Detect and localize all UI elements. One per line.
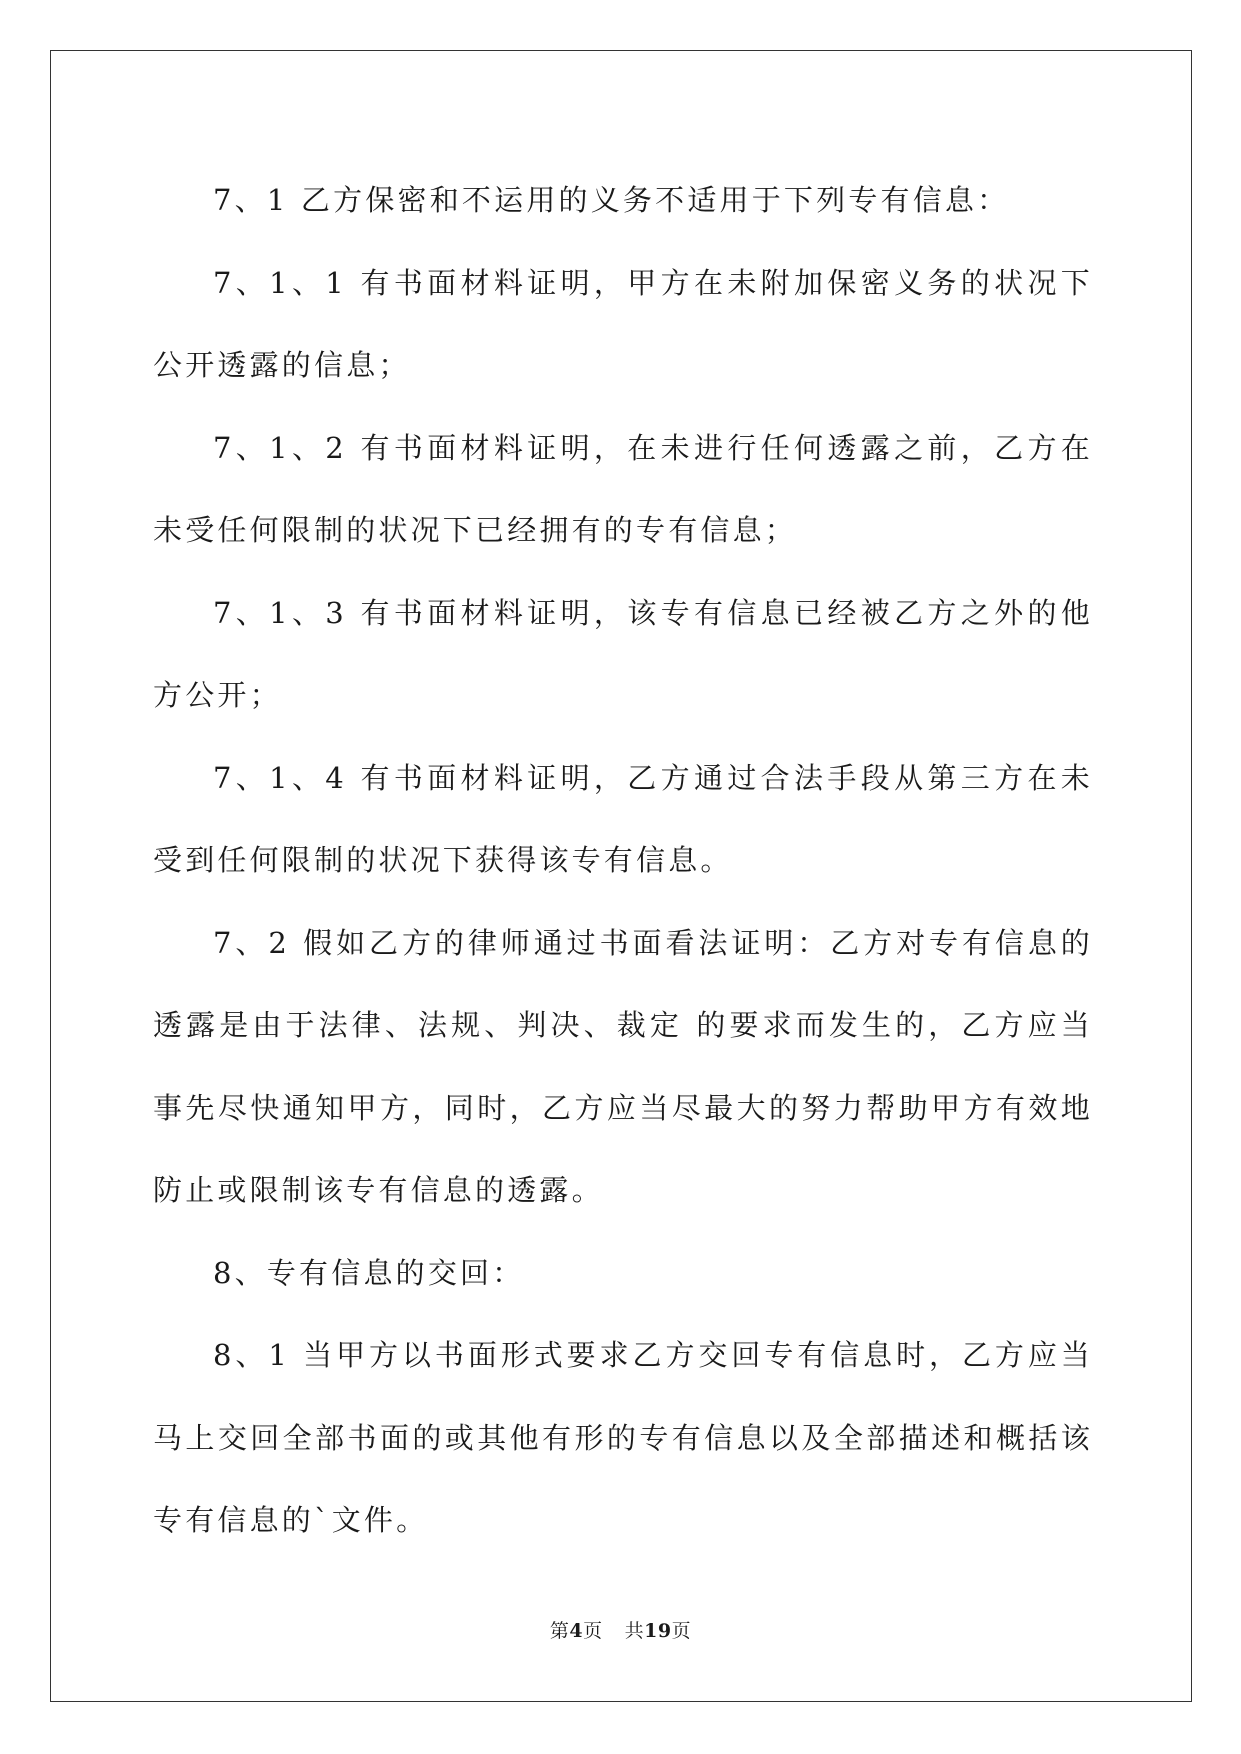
paragraph-7-1: 7、1 乙方保密和不运用的义务不适用于下列专有信息： xyxy=(213,183,1010,217)
paragraph-7-1-4: 7、1、4 有书面材料证明，乙方通过合法手段从第三方在未受到任何限制的状况下获得该专有信息。 xyxy=(153,760,1093,877)
footer-total-prefix: 共 xyxy=(624,1620,645,1642)
paragraph-7-1-1: 7、1、1 有书面材料证明，甲方在未附加保密义务的状况下公开透露的信息； xyxy=(153,265,1093,382)
footer-page-prefix: 第 xyxy=(549,1620,570,1642)
footer-total-suffix: 页 xyxy=(671,1620,692,1642)
page-footer xyxy=(0,1616,1241,1643)
paragraph-7-1-2: 7、1、2 有书面材料证明，在未进行任何透露之前，乙方在未受任何限制的状况下已经拥有的专有信息； xyxy=(153,430,1093,547)
footer-total-pages: 19 xyxy=(644,1620,672,1642)
document-body xyxy=(153,159,1093,1562)
footer-page-suffix: 页 xyxy=(583,1620,603,1642)
footer-page-number: 4 xyxy=(569,1620,584,1642)
paragraph-8-heading: 8、专有信息的交回： xyxy=(213,1255,525,1290)
paragraph-7-1-3: 7、1、3 有书面材料证明，该专有信息已经被乙方之外的他方公开； xyxy=(153,595,1093,712)
paragraph-7-2: 7、2 假如乙方的律师通过书面看法证明：乙方对专有信息的透露是由于法律、法规、判决、裁定 的要求而发生的，乙方应当事先尽快通知甲方，同时，乙方应当尽最大的努力帮助甲方有效地防止或限制该专有信息的透露。 xyxy=(153,925,1093,1207)
paragraph-8-1: 8、1 当甲方以书面形式要求乙方交回专有信息时，乙方应当马上交回全部书面的或其他有形的专有信息以及全部描述和概括该专有信息的`文件。 xyxy=(153,1338,1093,1537)
